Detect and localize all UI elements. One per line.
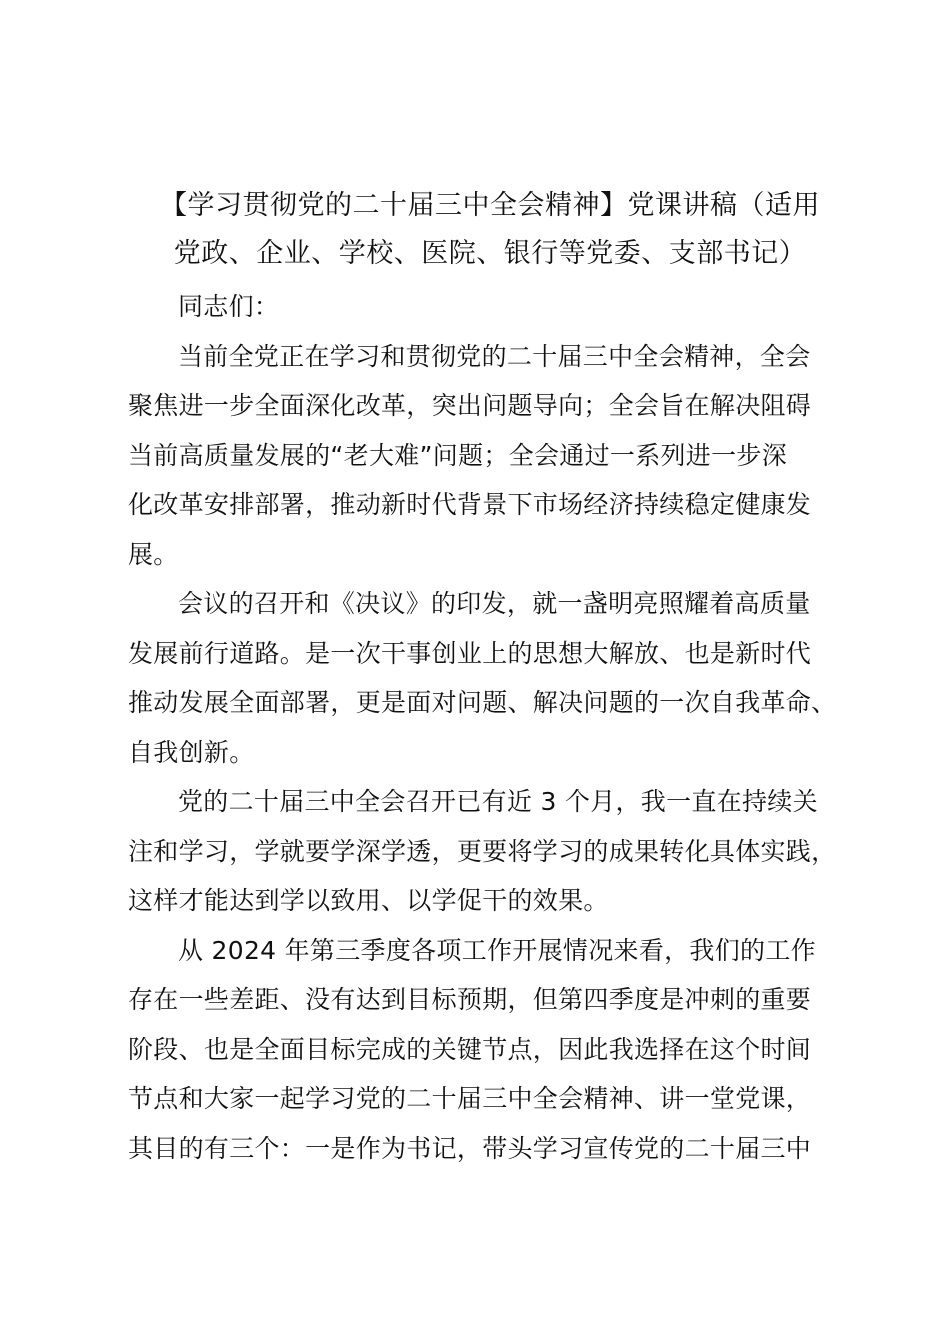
paragraph-line: 发展前行道路。是一次干事创业上的思想大解放、也是新时代 xyxy=(128,638,812,668)
paragraph-line: 注和学习，学就要学深学透，更要将学习的成果转化具体实践， xyxy=(128,836,837,866)
paragraph-line: 节点和大家一起学习党的二十届三中全会精神、讲一堂党课， xyxy=(128,1084,812,1113)
paragraph-line: 阶段、也是全面目标完成的关键节点，因此我选择在这个时间 xyxy=(128,1034,812,1064)
paragraph-line: 展。 xyxy=(128,539,179,569)
title-line: 党政、企业、学校、医院、银行等党委、支部书记） xyxy=(173,238,807,269)
salutation-text: 同志们： xyxy=(178,292,280,321)
paragraph-3 xyxy=(128,777,858,926)
paragraph-line: 这样才能达到学以致用、以学促干的效果。 xyxy=(128,886,609,915)
paragraph-line: 从 2024 年第三季度各项工作开展情况来看，我们的工作 xyxy=(178,935,816,965)
salutation xyxy=(128,282,858,332)
paragraph-line: 存在一些差距、没有达到目标预期，但第四季度是冲刺的重要 xyxy=(128,985,812,1014)
paragraph-line: 其目的有三个：一是作为书记，带头学习宣传党的二十届三中 xyxy=(128,1133,812,1163)
paragraph-2 xyxy=(128,579,858,777)
paragraph-line: 聚焦进一步全面深化改革，突出问题导向；全会旨在解决阻碍 xyxy=(128,391,812,420)
paragraph-line: 推动发展全面部署，更是面对问题、解决问题的一次自我革命、 xyxy=(128,688,837,717)
paragraph-line: 当前高质量发展的“老大难”问题；全会通过一系列进一步深 xyxy=(128,440,788,470)
paragraph-line: 自我创新。 xyxy=(128,737,255,767)
paragraph-line: 会议的召开和《决议》的印发，就一盏明亮照耀着高质量 xyxy=(178,589,811,618)
document-title xyxy=(130,182,850,278)
paragraph-line: 党的二十届三中全会召开已有近 3 个月，我一直在持续关 xyxy=(178,787,818,816)
document-body xyxy=(128,282,858,1173)
paragraph-4 xyxy=(128,926,858,1174)
paragraph-line: 当前全党正在学习和贯彻党的二十届三中全会精神，全会 xyxy=(178,341,811,371)
paragraph-line: 化改革安排部署，推动新时代背景下市场经济持续稳定健康发 xyxy=(128,490,812,519)
paragraph-1 xyxy=(128,332,858,580)
title-line: 【学习贯彻党的二十届三中全会精神】党课讲稿（适用 xyxy=(160,190,820,221)
